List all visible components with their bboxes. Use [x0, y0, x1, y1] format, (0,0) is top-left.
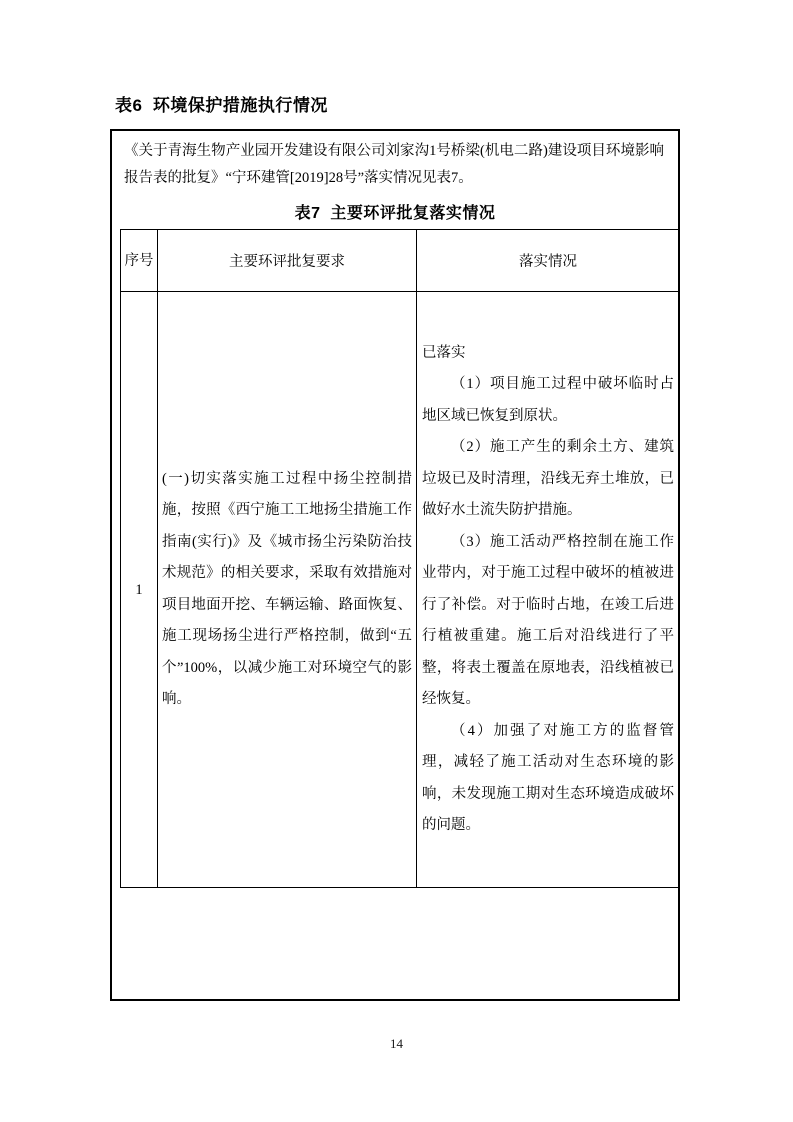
implementation-item-1: （1）项目施工过程中破坏临时占地区域已恢复到原状。: [422, 376, 674, 424]
column-header-requirement: 主要环评批复要求: [158, 230, 417, 292]
table7-title: 表7 主要环评批复落实情况: [294, 205, 496, 222]
implementation-status: 已落实: [422, 344, 466, 361]
table7-header-row: [121, 230, 680, 292]
implementation-cell: [417, 292, 680, 888]
implementation-item-2: （2）施工产生的剩余土方、建筑垃圾已及时清理，沿线无弃土堆放，已做好水土流失防护措施。: [422, 439, 674, 518]
implementation-item-4: （4）加强了对施工方的监督管理，减轻了施工活动对生态环境的影响，未发现施工期对生态环境造成破坏的问题。: [422, 722, 674, 833]
intro-paragraph: 《关于青海生物产业园开发建设有限公司刘家沟1号桥梁(机电二路)建设项目环境影响报告表的批复》“宁环建管[2019]28号”落实情况见表7。: [124, 143, 664, 186]
table6-title: 表6 环境保护措施执行情况: [115, 96, 328, 115]
table6-outer-box: [110, 129, 680, 1001]
table-row: [121, 292, 680, 888]
column-header-implementation: 落实情况: [417, 230, 680, 292]
column-header-index: 序号: [121, 230, 158, 292]
requirement-text: (一)切实落实施工过程中扬尘控制措施，按照《西宁施工工地扬尘措施工作指南(实行)》及《城市扬尘污染防治技术规范》的相关要求，采取有效措施对项目地面开挖、车辆运输、路面恢复、施工现场扬尘进行严格控制，做到“五个”100%，以减少施工对环境空气的影响。: [162, 470, 412, 707]
page-number: 14: [390, 1036, 403, 1051]
implementation-item-3: （3）施工活动严格控制在施工作业带内，对于施工过程中破坏的植被进行了补偿。对于临时占地，在竣工后进行植被重建。施工后对沿线进行了平整，将表土覆盖在原地表，沿线植被已经恢复。: [422, 533, 674, 707]
requirement-cell: [158, 292, 417, 888]
table7: [120, 229, 680, 888]
row-index-cell: 1: [121, 292, 158, 888]
